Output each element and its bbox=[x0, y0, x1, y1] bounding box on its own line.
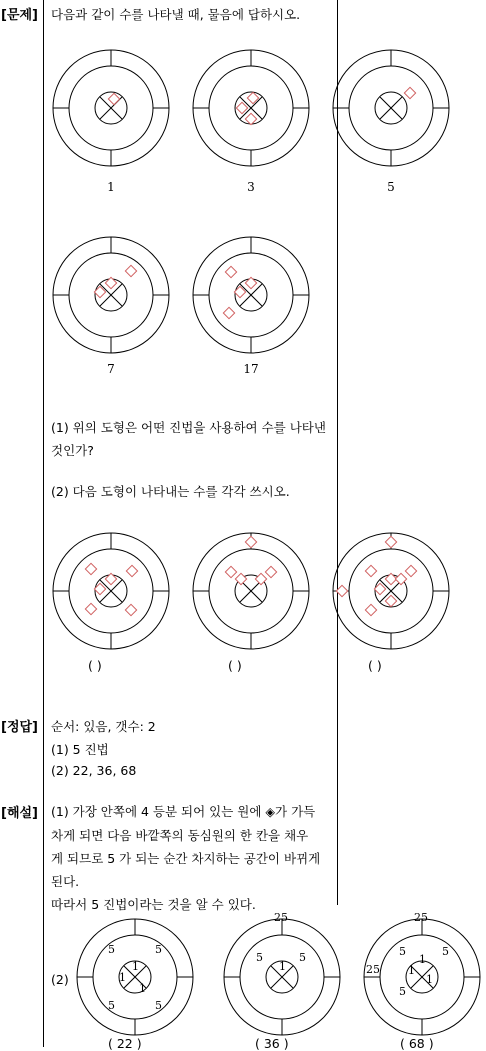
digit-label: 1 bbox=[426, 973, 433, 986]
figure-17 bbox=[191, 235, 311, 355]
question-figure-c bbox=[331, 531, 451, 651]
explanation-line-2: 차게 되면 다음 바깥쪽의 동심원의 한 칸을 채우 bbox=[51, 828, 309, 843]
problem-label: [문제] bbox=[1, 8, 38, 23]
problem-intro: 다음과 같이 수를 나타낼 때, 물음에 답하시오. bbox=[51, 7, 301, 22]
digit-label: 1 bbox=[132, 960, 139, 973]
answer-line-1: 순서: 있음, 갯수: 2 bbox=[51, 719, 156, 734]
digit-label: 5 bbox=[155, 999, 162, 1012]
blank-c: ( ) bbox=[368, 658, 382, 673]
explanation-value-22: ( 22 ) bbox=[108, 1036, 142, 1051]
figure-1-number: 1 bbox=[107, 180, 115, 194]
question-1-line-1: (1) 위의 도형은 어떤 진법을 사용하여 수를 나타낸 bbox=[51, 420, 326, 435]
figure-3-number: 3 bbox=[247, 180, 255, 194]
explanation-value-36: ( 36 ) bbox=[255, 1036, 289, 1051]
value-68: 68 bbox=[408, 1036, 425, 1051]
explanation-value-68: ( 68 ) bbox=[400, 1036, 434, 1051]
question-2: (2) 다음 도형이 나타내는 수를 각각 쓰시오. bbox=[51, 484, 290, 499]
digit-label: 25 bbox=[366, 963, 380, 976]
digit-label: 25 bbox=[414, 911, 428, 924]
explanation-line-4: 된다. bbox=[51, 874, 80, 889]
digit-label: 25 bbox=[274, 911, 288, 924]
explanation-part-2: (2) bbox=[51, 972, 69, 987]
digit-label: 5 bbox=[108, 999, 115, 1012]
digit-label: 1 bbox=[419, 953, 426, 966]
digit-label: 5 bbox=[442, 945, 449, 958]
digit-label: 5 bbox=[399, 985, 406, 998]
explanation-figure-36 bbox=[222, 911, 342, 1037]
digit-label: 1 bbox=[139, 982, 146, 995]
value-22: 22 bbox=[116, 1036, 133, 1051]
blank-a: ( ) bbox=[88, 658, 102, 673]
digit-label: 5 bbox=[399, 945, 406, 958]
answer-label: [정답] bbox=[1, 720, 38, 735]
figure-5 bbox=[331, 48, 451, 168]
figure-1 bbox=[51, 48, 171, 168]
left-border-line bbox=[43, 0, 44, 1047]
digit-label: 5 bbox=[155, 943, 162, 956]
explanation-line-1: (1) 가장 안쪽에 4 등분 되어 있는 원에 ◈가 가득 bbox=[51, 804, 316, 819]
digit-label: 1 bbox=[119, 971, 126, 984]
figure-7-number: 7 bbox=[107, 362, 115, 376]
digit-label: 1 bbox=[408, 964, 415, 977]
question-figure-a bbox=[51, 531, 171, 651]
explanation-line-3: 게 되므로 5 가 되는 순간 차지하는 공간이 바뀌게 bbox=[51, 851, 321, 866]
explanation-label: [해설] bbox=[1, 806, 38, 821]
value-36: 36 bbox=[263, 1036, 280, 1051]
question-1-line-2: 것인가? bbox=[51, 443, 94, 458]
figure-3 bbox=[191, 48, 311, 168]
digit-label: 5 bbox=[108, 943, 115, 956]
digit-label: 5 bbox=[256, 951, 263, 964]
digit-label: 1 bbox=[279, 960, 286, 973]
explanation-line-5: 따라서 5 진법이라는 것을 알 수 있다. bbox=[51, 897, 256, 912]
explanation-figure-22 bbox=[75, 917, 195, 1037]
answer-line-2: (1) 5 진법 bbox=[51, 742, 109, 757]
blank-b: ( ) bbox=[228, 658, 242, 673]
figure-5-number: 5 bbox=[387, 180, 395, 194]
answer-line-3: (2) 22, 36, 68 bbox=[51, 763, 137, 778]
figure-17-number: 17 bbox=[243, 362, 259, 376]
explanation-figure-68 bbox=[362, 911, 482, 1037]
figure-7 bbox=[51, 235, 171, 355]
digit-label: 5 bbox=[299, 951, 306, 964]
question-figure-b bbox=[191, 531, 311, 651]
